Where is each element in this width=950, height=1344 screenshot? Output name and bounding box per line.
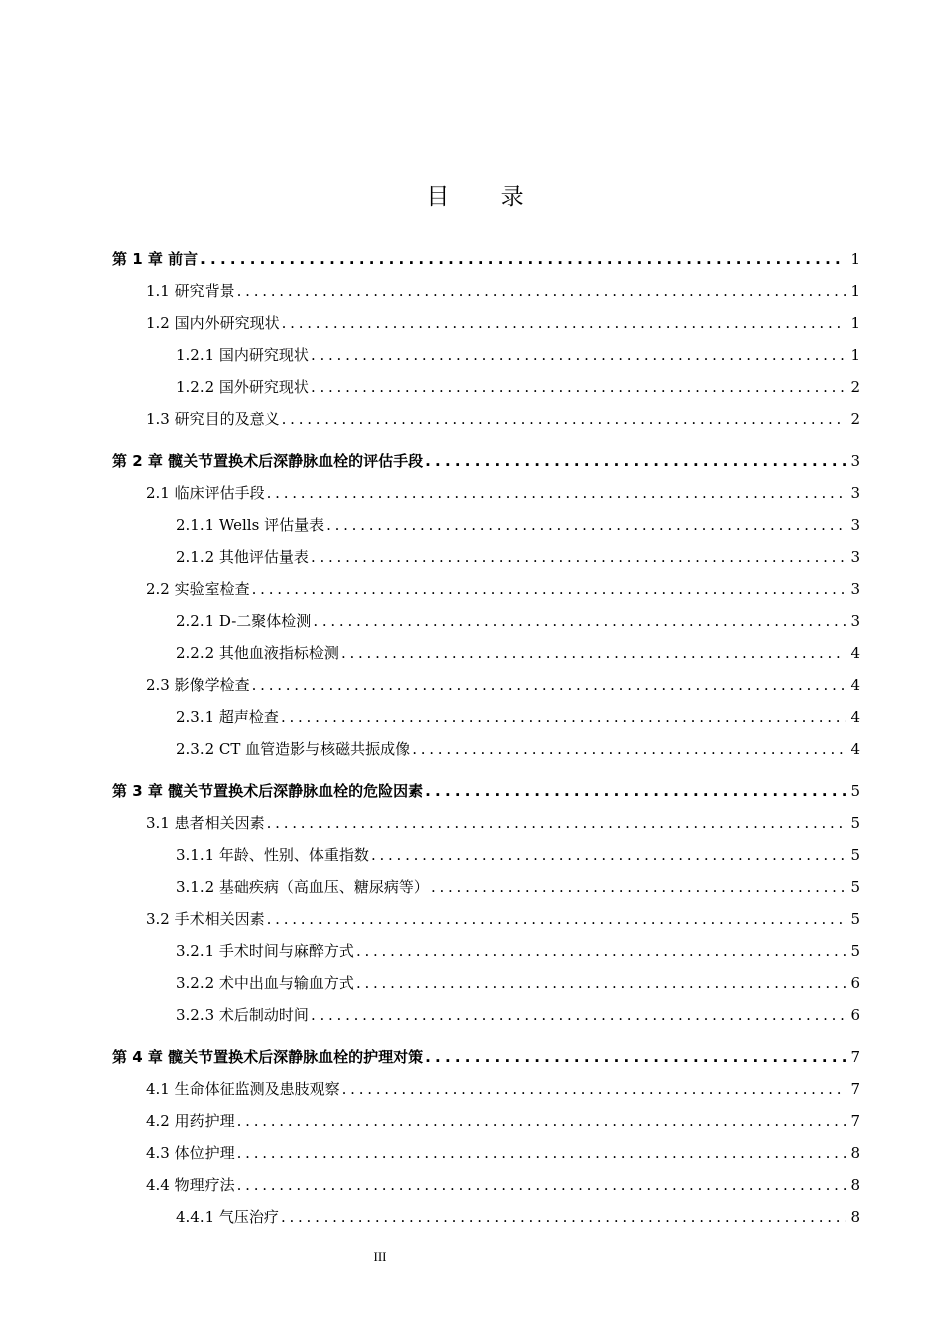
toc-page-number: 2 bbox=[850, 410, 860, 428]
toc-dot-leader bbox=[237, 1176, 847, 1194]
toc-page-number: 8 bbox=[850, 1176, 860, 1194]
toc-dot-leader bbox=[281, 708, 847, 726]
toc-page-number: 3 bbox=[850, 612, 860, 630]
toc-page-number: 4 bbox=[850, 708, 860, 726]
toc-dot-leader bbox=[252, 676, 847, 694]
toc-page-number: 5 bbox=[850, 878, 860, 896]
toc-section-entry[interactable] bbox=[112, 1110, 860, 1142]
toc-subsection-entry[interactable] bbox=[112, 344, 860, 376]
toc-entry-label: 第 2 章 髋关节置换术后深静脉血栓的评估手段 bbox=[112, 452, 424, 470]
toc-dot-leader bbox=[311, 346, 847, 364]
toc-section-entry[interactable] bbox=[112, 908, 860, 940]
toc-dot-leader bbox=[425, 1048, 846, 1066]
toc-page-number: 3 bbox=[850, 516, 860, 534]
toc-entry-label: 3.2 手术相关因素 bbox=[146, 910, 265, 928]
toc-page-number: 7 bbox=[850, 1080, 860, 1098]
toc-entry-label: 4.3 体位护理 bbox=[146, 1144, 235, 1162]
toc-title: 目 录 bbox=[426, 184, 546, 210]
toc-page-number: 8 bbox=[850, 1144, 860, 1162]
toc-dot-leader bbox=[237, 1144, 847, 1162]
toc-entry-label: 1.3 研究目的及意义 bbox=[146, 410, 280, 428]
toc-entry-label: 2.3.2 CT 血管造影与核磁共振成像 bbox=[176, 740, 411, 758]
toc-subsection-entry[interactable] bbox=[112, 706, 860, 738]
toc-page-number: 2 bbox=[850, 378, 860, 396]
toc-subsection-entry[interactable] bbox=[112, 940, 860, 972]
toc-entry-label: 1.1 研究背景 bbox=[146, 282, 235, 300]
toc-entry-label: 2.3.1 超声检查 bbox=[176, 708, 279, 726]
toc-page-number: 1 bbox=[850, 250, 860, 268]
toc-page-number: 6 bbox=[850, 1006, 860, 1024]
toc-dot-leader bbox=[356, 974, 847, 992]
toc-page-number: 4 bbox=[850, 644, 860, 662]
toc-page-number: 5 bbox=[850, 910, 860, 928]
toc-section-entry[interactable] bbox=[112, 280, 860, 312]
toc-chapter-entry[interactable] bbox=[112, 248, 860, 280]
toc-page-number: 7 bbox=[850, 1112, 860, 1130]
toc-dot-leader bbox=[326, 516, 846, 534]
toc-section-entry[interactable] bbox=[112, 312, 860, 344]
toc-entry-label: 3.1.2 基础疾病（高血压、糖尿病等） bbox=[176, 878, 429, 896]
toc-dot-leader bbox=[237, 282, 847, 300]
toc-dot-leader bbox=[313, 612, 846, 630]
toc-page-number: 1 bbox=[850, 346, 860, 364]
toc-page-number: 3 bbox=[850, 452, 860, 470]
page-number: III bbox=[373, 1249, 387, 1264]
toc-dot-leader bbox=[281, 1208, 847, 1226]
toc-page-number: 3 bbox=[850, 484, 860, 502]
toc-chapter-entry[interactable] bbox=[112, 1046, 860, 1078]
toc-dot-leader bbox=[431, 878, 847, 896]
toc-subsection-entry[interactable] bbox=[112, 514, 860, 546]
toc-subsection-entry[interactable] bbox=[112, 1004, 860, 1036]
toc-section-entry[interactable] bbox=[112, 578, 860, 610]
toc-entry-label: 4.1 生命体征监测及患肢观察 bbox=[146, 1080, 340, 1098]
toc-entry-label: 3.2.2 术中出血与输血方式 bbox=[176, 974, 354, 992]
toc-dot-leader bbox=[371, 846, 847, 864]
toc-entry-label: 3.1 患者相关因素 bbox=[146, 814, 265, 832]
toc-subsection-entry[interactable] bbox=[112, 610, 860, 642]
toc-subsection-entry[interactable] bbox=[112, 642, 860, 674]
toc-entry-label: 4.4 物理疗法 bbox=[146, 1176, 235, 1194]
toc-entry-label: 3.2.1 手术时间与麻醉方式 bbox=[176, 942, 354, 960]
toc-page-number: 3 bbox=[850, 548, 860, 566]
toc-dot-leader bbox=[267, 484, 847, 502]
toc-dot-leader bbox=[267, 814, 847, 832]
toc-page-number: 5 bbox=[850, 942, 860, 960]
toc-section-entry[interactable] bbox=[112, 482, 860, 514]
toc-entry-label: 第 1 章 前言 bbox=[112, 250, 199, 268]
toc-entry-label: 4.2 用药护理 bbox=[146, 1112, 235, 1130]
toc-entry-label: 2.1.1 Wells 评估量表 bbox=[176, 516, 325, 534]
toc-page-number: 7 bbox=[850, 1048, 860, 1066]
toc-dot-leader bbox=[425, 782, 846, 800]
toc-page-number: 1 bbox=[850, 282, 860, 300]
toc-entry-label: 2.1.2 其他评估量表 bbox=[176, 548, 309, 566]
toc-page-number: 8 bbox=[850, 1208, 860, 1226]
toc-entry-label: 1.2.1 国内研究现状 bbox=[176, 346, 309, 364]
toc-dot-leader bbox=[342, 1080, 847, 1098]
toc-subsection-entry[interactable] bbox=[112, 972, 860, 1004]
toc-section-entry[interactable] bbox=[112, 408, 860, 440]
toc-dot-leader bbox=[311, 378, 847, 396]
toc-subsection-entry[interactable] bbox=[112, 876, 860, 908]
toc-dot-leader bbox=[425, 452, 846, 470]
toc-dot-leader bbox=[311, 548, 847, 566]
toc-chapter-entry[interactable] bbox=[112, 450, 860, 482]
toc-entry-label: 2.3 影像学检查 bbox=[146, 676, 250, 694]
toc-dot-leader bbox=[356, 942, 847, 960]
toc-dot-leader bbox=[282, 314, 847, 332]
toc-entry-label: 4.4.1 气压治疗 bbox=[176, 1208, 279, 1226]
toc-entry-label: 1.2.2 国外研究现状 bbox=[176, 378, 309, 396]
toc-page-number: 4 bbox=[850, 676, 860, 694]
toc-dot-leader bbox=[311, 1006, 847, 1024]
toc-subsection-entry[interactable] bbox=[112, 1206, 860, 1238]
toc-dot-leader bbox=[412, 740, 846, 758]
toc-entry-label: 2.2.1 D-二聚体检测 bbox=[176, 612, 312, 630]
toc-section-entry[interactable] bbox=[112, 674, 860, 706]
toc-entry-label: 第 4 章 髋关节置换术后深静脉血栓的护理对策 bbox=[112, 1048, 424, 1066]
toc-entry-label: 2.2 实验室检查 bbox=[146, 580, 250, 598]
toc-list bbox=[112, 248, 860, 1238]
toc-dot-leader bbox=[341, 644, 847, 662]
toc-section-entry[interactable] bbox=[112, 812, 860, 844]
toc-subsection-entry[interactable] bbox=[112, 546, 860, 578]
toc-entry-label: 1.2 国内外研究现状 bbox=[146, 314, 280, 332]
toc-page-number: 1 bbox=[850, 314, 860, 332]
toc-page-number: 5 bbox=[850, 846, 860, 864]
toc-entry-label: 第 3 章 髋关节置换术后深静脉血栓的危险因素 bbox=[112, 782, 424, 800]
toc-entry-label: 2.1 临床评估手段 bbox=[146, 484, 265, 502]
toc-dot-leader bbox=[267, 910, 847, 928]
toc-dot-leader bbox=[237, 1112, 847, 1130]
toc-subsection-entry[interactable] bbox=[112, 738, 860, 770]
toc-entry-label: 3.1.1 年龄、性别、体重指数 bbox=[176, 846, 369, 864]
toc-page-number: 3 bbox=[850, 580, 860, 598]
toc-section-entry[interactable] bbox=[112, 1174, 860, 1206]
toc-entry-label: 2.2.2 其他血液指标检测 bbox=[176, 644, 339, 662]
toc-entry-label: 3.2.3 术后制动时间 bbox=[176, 1006, 309, 1024]
toc-dot-leader bbox=[282, 410, 847, 428]
toc-page-number: 4 bbox=[850, 740, 860, 758]
toc-page-number: 5 bbox=[850, 814, 860, 832]
toc-page-number: 6 bbox=[850, 974, 860, 992]
toc-page-number: 5 bbox=[850, 782, 860, 800]
toc-subsection-entry[interactable] bbox=[112, 844, 860, 876]
toc-dot-leader bbox=[200, 250, 846, 268]
toc-chapter-entry[interactable] bbox=[112, 780, 860, 812]
toc-section-entry[interactable] bbox=[112, 1078, 860, 1110]
toc-subsection-entry[interactable] bbox=[112, 376, 860, 408]
toc-dot-leader bbox=[252, 580, 847, 598]
toc-section-entry[interactable] bbox=[112, 1142, 860, 1174]
